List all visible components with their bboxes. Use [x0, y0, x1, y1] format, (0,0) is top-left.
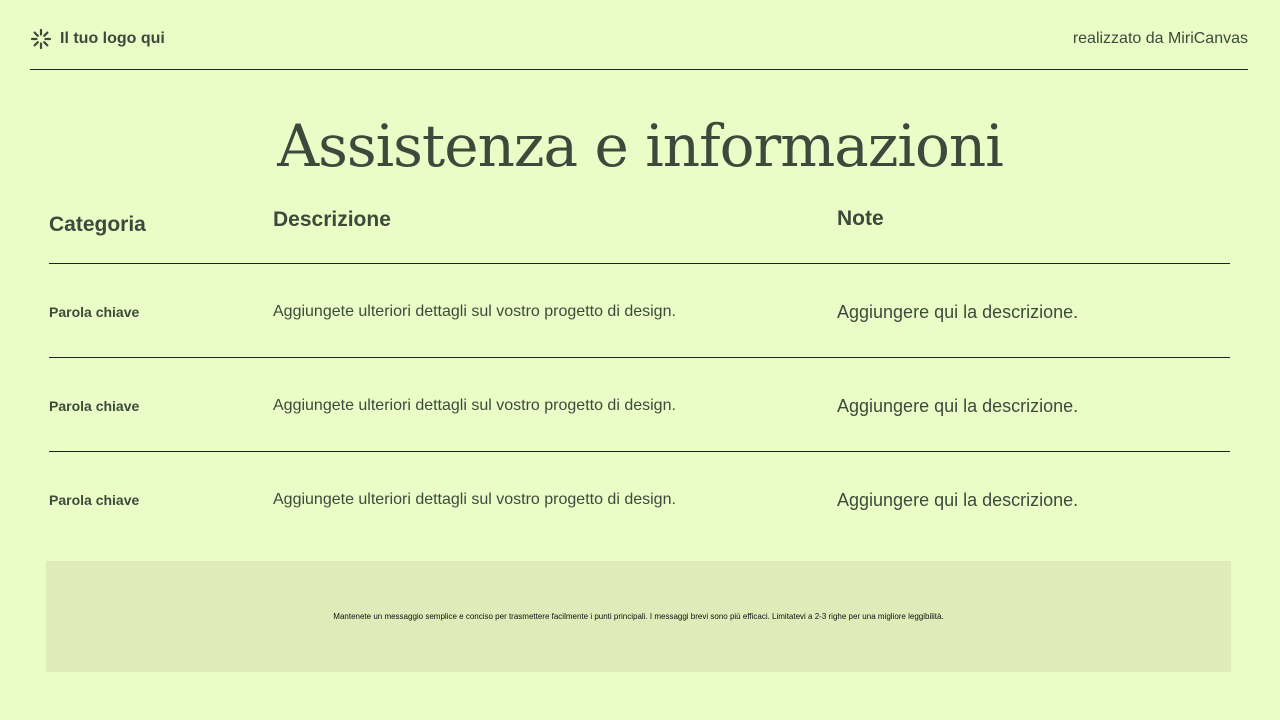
row-divider: [49, 357, 1230, 358]
row-category: Parola chiave: [49, 492, 140, 508]
row-category: Parola chiave: [49, 304, 140, 320]
row-note: Aggiungere qui la descrizione.: [837, 490, 1079, 510]
row-divider: [49, 451, 1230, 452]
header-category: Categoria: [49, 213, 146, 236]
row-divider: [49, 263, 1230, 264]
header-description: Descrizione: [273, 208, 391, 231]
sunburst-logo-icon: [30, 28, 52, 50]
row-category: Parola chiave: [49, 398, 140, 414]
logo-text: Il tuo logo qui: [60, 30, 165, 47]
logo: [30, 28, 165, 50]
header-divider: [30, 69, 1248, 70]
row-description: Aggiungete ulteriori dettagli sul vostro progetto di design.: [273, 491, 676, 508]
credit-text: realizzato da MiriCanvas: [1072, 30, 1248, 47]
row-note: Aggiungere qui la descrizione.: [837, 302, 1079, 322]
page-title: Assistenza e informazioni: [277, 112, 1003, 180]
row-description: Aggiungete ulteriori dettagli sul vostro progetto di design.: [273, 397, 676, 414]
header-note: Note: [837, 207, 884, 230]
footer-note-text: Mantenete un messaggio semplice e conciso per trasmettere facilmente i punti principali. I messaggi brevi sono più efficaci. Limitatevi a 2-3 righe per una migliore leggibilità.: [333, 612, 944, 621]
footer-note-box: [46, 561, 1231, 672]
row-note: Aggiungere qui la descrizione.: [837, 396, 1079, 416]
row-description: Aggiungete ulteriori dettagli sul vostro progetto di design.: [273, 303, 676, 320]
